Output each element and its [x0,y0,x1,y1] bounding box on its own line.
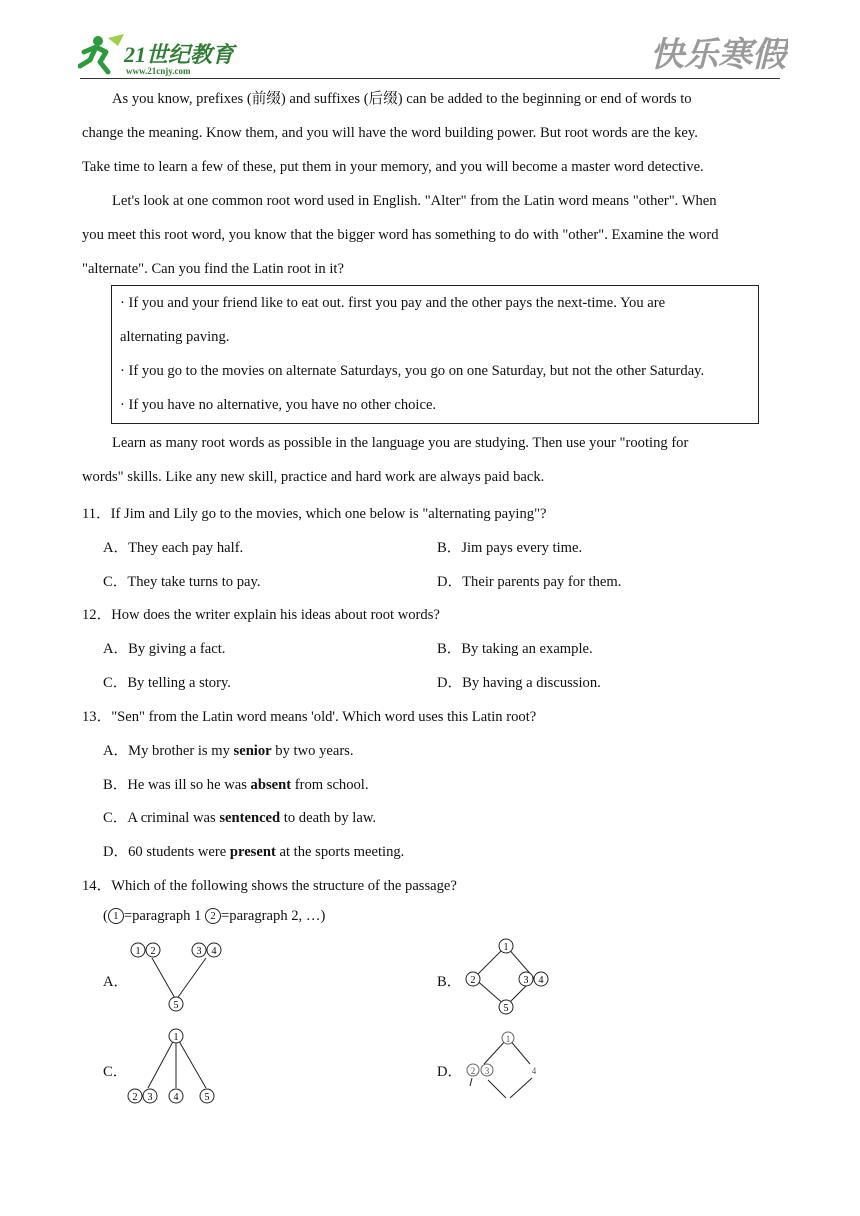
diagram-a-node-2 [146,943,160,957]
q13-option-a[interactable] [103,739,354,760]
runner-icon [80,34,124,72]
q14-option-a[interactable]: A． [103,974,129,990]
paragraph-1-line-1: As you know, prefixes (前缀) and suffixes (后缀) can be added to the beginning or end of words to [112,91,692,107]
legend-text-1: =paragraph 1 [123,908,206,924]
paragraph-3-line-1: Learn as many root words as possible in the language you are studying. Then use your "rooting for [112,435,689,451]
question-11: 11．If Jim and Lily go to the movies, which one below is "alternating paying"? [82,506,547,522]
diagram-a [126,938,226,1014]
q12-option-b[interactable]: B．By taking an example. [437,641,593,657]
logo-holiday [648,22,788,78]
svg-text:1: 1 [505,1034,511,1044]
svg-text:2: 2 [150,946,156,957]
svg-text:2: 2 [470,1066,476,1076]
diagram-a-node-4 [207,943,221,957]
diagram-d-node-4 [532,1066,537,1076]
diagram-b-node-1 [499,939,513,953]
q13-b-text: B．He was ill so he was [103,777,251,793]
diagram-d [462,1028,552,1104]
svg-text:5: 5 [173,1000,179,1011]
logo-21cnjy [78,32,248,76]
box-line-4: · If you have no alternative, you have no other choice. [120,397,437,413]
paragraph-2-line-2: you meet this root word, you know that the bigger word has something to do with "other". Examine the word [82,227,719,243]
q14-legend [103,908,325,925]
diagram-c-node-2 [128,1089,142,1103]
legend-text-2: =paragraph 2, …) [221,908,326,924]
diagram-c-node-5 [200,1089,214,1103]
diagram-a-node-3 [192,943,206,957]
q13-option-b[interactable] [103,773,369,794]
logo-url-text: www.21cnjy.com [126,66,191,76]
diagram-d-node-1 [502,1032,514,1044]
q14-option-c[interactable]: C． [103,1064,128,1080]
legend-circle-1: 1 [108,908,124,924]
page-header [0,0,860,82]
svg-text:4: 4 [531,1066,537,1076]
diagram-b-node-4 [534,972,548,986]
paragraph-2-line-1: Let's look at one common root word used in English. "Alter" from the Latin word means "other". When [112,193,717,209]
q12-option-a[interactable]: A．By giving a fact. [103,641,226,657]
q13-a-text-end: by two years. [271,743,354,759]
diagram-d-node-2 [467,1064,479,1076]
diagram-d-node-3 [481,1064,493,1076]
q13-d-keyword: present [229,844,276,860]
q12-option-c[interactable]: C．By telling a story. [103,675,231,691]
diagram-b-node-5 [499,1000,513,1014]
box-line-1: · If you and your friend like to eat out. first you pay and the other pays the next-time. You are [120,295,666,311]
q12-option-d[interactable]: D．By having a discussion. [437,675,601,691]
q13-c-keyword: sentenced [219,810,281,826]
q13-option-d[interactable] [103,840,404,861]
svg-text:1: 1 [173,1032,179,1043]
svg-text:3: 3 [523,975,529,986]
diagram-a-node-1 [131,943,145,957]
diagram-b-node-3 [519,972,533,986]
q13-a-text: A．My brother is my [103,743,234,759]
question-13: 13．"Sen" from the Latin word means 'old'. Which word uses this Latin root? [82,709,537,725]
q11-option-d[interactable]: D．Their parents pay for them. [437,574,622,590]
q13-a-keyword: senior [233,743,272,759]
question-14: 14．Which of the following shows the structure of the passage? [82,878,457,894]
svg-text:3: 3 [484,1066,490,1076]
diagram-c-node-3 [143,1089,157,1103]
svg-text:2: 2 [470,975,476,986]
example-box [111,285,759,424]
q14-option-d[interactable]: D． [437,1064,463,1080]
q13-c-text-end: to death by law. [280,810,377,826]
svg-text:4: 4 [211,946,217,957]
svg-text:5: 5 [503,1003,509,1014]
logo-holiday-text: 快乐寒假 [650,37,786,74]
q13-c-text: C．A criminal was [103,810,220,826]
legend-circle-2: 2 [205,908,221,924]
q13-d-text: D．60 students were [103,844,230,860]
svg-text:4: 4 [173,1092,179,1103]
paragraph-1-line-2: change the meaning. Know them, and you will have the word building power. But root words are the key. [82,125,698,141]
box-line-3: · If you go to the movies on alternate Saturdays, you go on one Saturday, but not the other Saturday. [120,363,705,379]
diagram-b-node-2 [466,972,480,986]
legend-paren: ( [103,908,108,924]
logo-main-text: 21世纪教育 [124,42,235,67]
diagram-a-node-5 [169,997,183,1011]
q13-option-c[interactable] [103,806,376,827]
svg-text:1: 1 [503,942,509,953]
diagram-c-node-4 [169,1089,183,1103]
diagram-c [124,1026,224,1108]
svg-text:5: 5 [204,1092,210,1103]
q11-option-a[interactable]: A．They each pay half. [103,540,244,556]
q13-d-text-end: at the sports meeting. [275,844,405,860]
paragraph-2-line-3: "alternate". Can you find the Latin root in it? [82,261,344,277]
box-line-2: alternating paving. [120,329,230,345]
diagram-b [462,936,562,1016]
q13-b-keyword: absent [250,777,292,793]
svg-text:1: 1 [135,946,141,957]
q13-b-text-end: from school. [291,777,369,793]
header-rule [80,78,780,79]
svg-text:2: 2 [132,1092,138,1103]
svg-text:3: 3 [196,946,202,957]
q14-option-b[interactable]: B． [437,974,462,990]
diagram-c-node-1 [169,1029,183,1043]
question-12: 12．How does the writer explain his ideas about root words? [82,607,440,623]
q11-option-b[interactable]: B．Jim pays every time. [437,540,583,556]
paragraph-1-line-3: Take time to learn a few of these, put them in your memory, and you will become a master word detective. [82,159,704,175]
svg-text:4: 4 [538,975,544,986]
q11-option-c[interactable]: C．They take turns to pay. [103,574,261,590]
paragraph-3-line-2: words" skills. Like any new skill, practice and hard work are always paid back. [82,469,545,485]
svg-text:3: 3 [147,1092,153,1103]
